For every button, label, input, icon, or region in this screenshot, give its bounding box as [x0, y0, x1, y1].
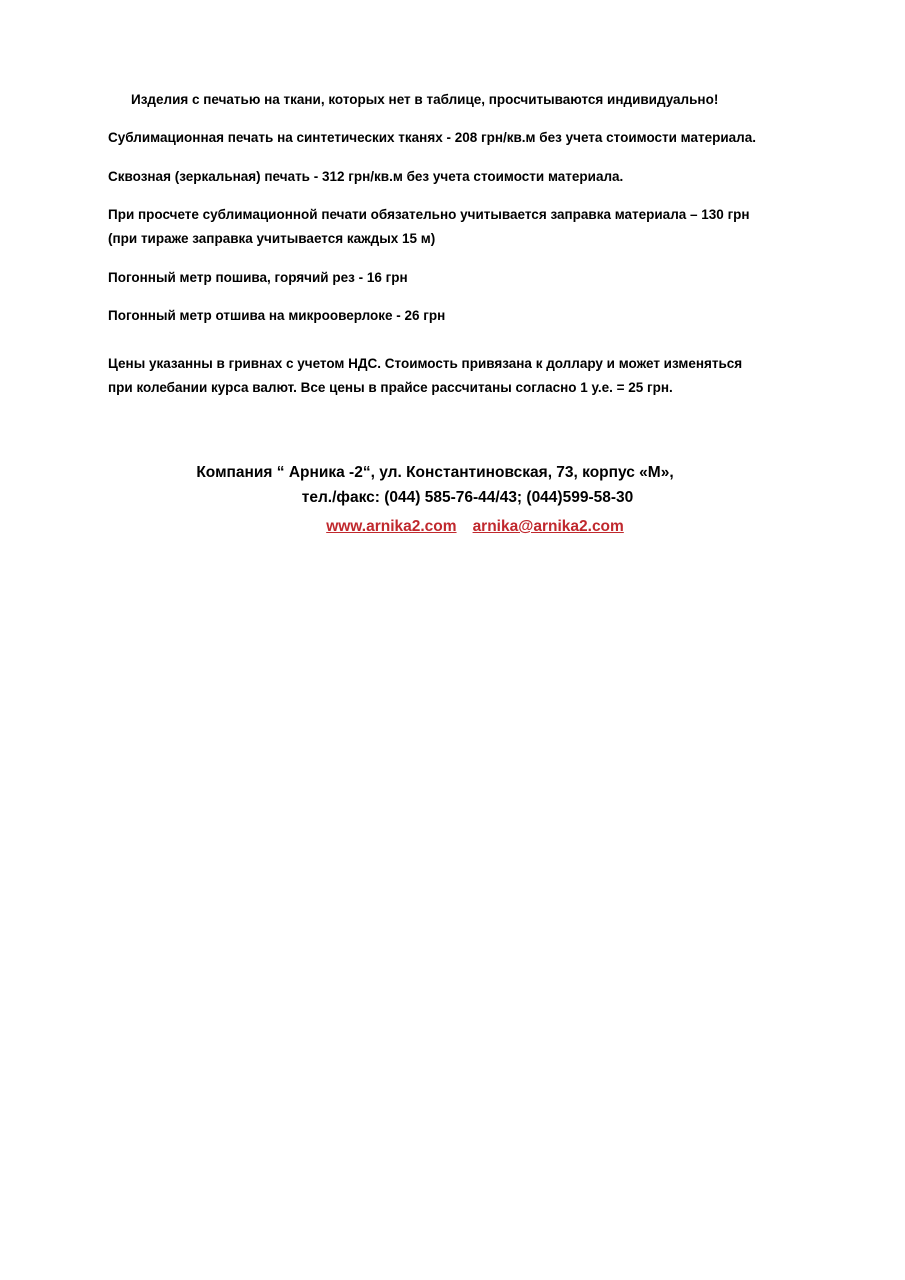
website-link[interactable]: www.arnika2.com: [326, 518, 457, 535]
note-sewing-price: Погонный метр пошива, горячий рез - 16 грн: [108, 270, 408, 285]
contact-links: [0, 515, 905, 539]
email-link[interactable]: arnika@arnika2.com: [472, 518, 624, 535]
note-overlock-price: Погонный метр отшива на микрооверлоке - 26 грн: [108, 308, 446, 323]
note-individual-pricing: Изделия с печатью на ткани, которых нет в таблице, просчитываются индивидуально!: [131, 92, 719, 107]
note-prices-vat-line1: Цены указанны в гривнах с учетом НДС. Стоимость привязана к доллару и может изменяться: [108, 356, 743, 371]
note-sublimation-price: Сублимационная печать на синтетических тканях - 208 грн/кв.м без учета стоимости материала.: [108, 130, 757, 145]
note-material-fill-line1: При просчете сублимационной печати обязательно учитывается заправка материала – 130 грн: [108, 207, 750, 222]
note-material-fill-line2: (при тираже заправка учитывается каждых 15 м): [108, 231, 436, 246]
company-phone: тел./факс: (044) 585-76-44/43; (044)599-58-30: [301, 489, 634, 506]
company-info: [0, 460, 905, 510]
company-address: Компания “ Арника -2“, ул. Константиновская, 73, корпус «М»,: [196, 464, 674, 481]
note-prices-vat-line2: при колебании курса валют. Все цены в прайсе рассчитаны согласно 1 у.е. = 25 грн.: [108, 380, 673, 395]
note-mirror-print-price: Сквозная (зеркальная) печать - 312 грн/кв.м без учета стоимости материала.: [108, 169, 624, 184]
